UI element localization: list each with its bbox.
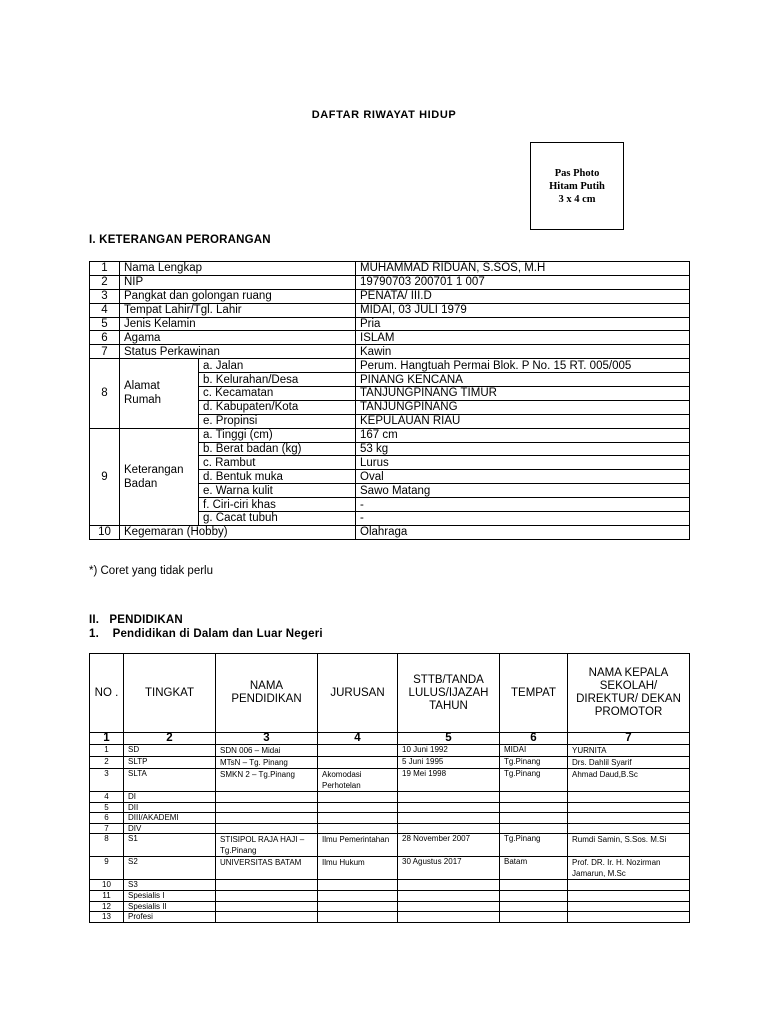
cell-no: 3 <box>90 769 124 792</box>
table-row <box>90 289 690 303</box>
cell-kepala <box>568 912 690 923</box>
table-row <box>90 428 690 442</box>
sub-label: b. Kelurahan/Desa <box>199 373 356 387</box>
row-value: TANJUNGPINANG <box>356 400 690 414</box>
table-row <box>90 813 690 824</box>
cell-tingkat: Profesi <box>124 912 216 923</box>
table-row <box>90 880 690 891</box>
cell-kepala: Ahmad Daud,B.Sc <box>568 769 690 792</box>
cell-nama: SMKN 2 – Tg.Pinang <box>216 769 318 792</box>
cell-jurusan: Akomodasi Perhotelan <box>318 769 398 792</box>
cell-tingkat: SLTA <box>124 769 216 792</box>
table-row <box>90 525 690 539</box>
row-number: 3 <box>90 289 120 303</box>
cell-nama <box>216 802 318 813</box>
cell-jurusan <box>318 792 398 803</box>
header-row <box>90 654 690 733</box>
cell-tahun <box>398 880 500 891</box>
cell-tingkat: Spesialis II <box>124 901 216 912</box>
row-value: Oval <box>356 470 690 484</box>
cell-tahun: 28 November 2007 <box>398 834 500 857</box>
cell-no: 7 <box>90 823 124 834</box>
cell-kepala <box>568 880 690 891</box>
sub-label: b. Berat badan (kg) <box>199 442 356 456</box>
row-label: Kegemaran (Hobby) <box>120 525 356 539</box>
column-number: 3 <box>216 733 318 745</box>
photo-box-line: Hitam Putih <box>549 180 605 192</box>
cell-tingkat: DIV <box>124 823 216 834</box>
table-row <box>90 912 690 923</box>
table-row <box>90 275 690 289</box>
cell-tingkat: S1 <box>124 834 216 857</box>
cell-kepala <box>568 901 690 912</box>
sub-label: a. Tinggi (cm) <box>199 428 356 442</box>
row-number: 9 <box>90 428 120 525</box>
table-row <box>90 345 690 359</box>
row-label: Agama <box>120 331 356 345</box>
row-value: Lurus <box>356 456 690 470</box>
cell-nama <box>216 890 318 901</box>
cell-jurusan <box>318 890 398 901</box>
row-label: Tempat Lahir/Tgl. Lahir <box>120 303 356 317</box>
row-label: Jenis Kelamin <box>120 317 356 331</box>
cell-tingkat: DIII/AKADEMI <box>124 813 216 824</box>
cell-kepala: Prof. DR. Ir. H. Nozirman Jamarun, M.Sc <box>568 857 690 880</box>
column-header: STTB/TANDA LULUS/IJAZAH TAHUN <box>398 654 500 733</box>
cell-tempat: MIDAI <box>500 745 568 757</box>
cell-jurusan: Ilmu Pemerintahan <box>318 834 398 857</box>
table-row <box>90 823 690 834</box>
cell-nama <box>216 792 318 803</box>
cell-tingkat: SD <box>124 745 216 757</box>
cell-tempat <box>500 901 568 912</box>
row-value: - <box>356 498 690 512</box>
table-row <box>90 857 690 880</box>
cell-jurusan <box>318 813 398 824</box>
cell-tempat <box>500 792 568 803</box>
cell-nama: UNIVERSITAS BATAM <box>216 857 318 880</box>
column-number: 5 <box>398 733 500 745</box>
cell-kepala <box>568 802 690 813</box>
cell-jurusan <box>318 901 398 912</box>
cell-kepala <box>568 890 690 901</box>
row-value: MUHAMMAD RIDUAN, S.SOS, M.H <box>356 262 690 276</box>
column-number: 4 <box>318 733 398 745</box>
table-row <box>90 834 690 857</box>
cell-nama <box>216 912 318 923</box>
cell-jurusan <box>318 802 398 813</box>
column-header: NO . <box>90 654 124 733</box>
cell-kepala <box>568 823 690 834</box>
cell-tahun: 19 Mei 1998 <box>398 769 500 792</box>
row-label: NIP <box>120 275 356 289</box>
table-row <box>90 802 690 813</box>
cell-jurusan <box>318 880 398 891</box>
cell-nama <box>216 813 318 824</box>
row-label: Status Perkawinan <box>120 345 356 359</box>
photo-box-line: 3 x 4 cm <box>558 193 596 205</box>
footnote: *) Coret yang tidak perlu <box>89 565 214 577</box>
table-row <box>90 317 690 331</box>
cell-jurusan <box>318 823 398 834</box>
column-number: 6 <box>500 733 568 745</box>
cell-tingkat: SLTP <box>124 757 216 769</box>
cell-no: 11 <box>90 890 124 901</box>
table-row <box>90 769 690 792</box>
cell-kepala: Drs. Dahlil Syarif <box>568 757 690 769</box>
sub-label: d. Kabupaten/Kota <box>199 400 356 414</box>
row-value: - <box>356 512 690 526</box>
cell-nama: SDN 006 – Midai <box>216 745 318 757</box>
row-value: Perum. Hangtuah Permai Blok. P No. 15 RT. 005/005 <box>356 359 690 373</box>
row-number: 4 <box>90 303 120 317</box>
row-value: Kawin <box>356 345 690 359</box>
sub-label: e. Propinsi <box>199 414 356 428</box>
table-row <box>90 890 690 901</box>
cell-jurusan <box>318 912 398 923</box>
group-label: Alamat Rumah <box>120 359 199 428</box>
column-number: 2 <box>124 733 216 745</box>
cell-tempat <box>500 890 568 901</box>
cell-no: 12 <box>90 901 124 912</box>
row-value: 167 cm <box>356 428 690 442</box>
row-number: 8 <box>90 359 120 428</box>
cell-tempat: Tg.Pinang <box>500 834 568 857</box>
sub-label: d. Bentuk muka <box>199 470 356 484</box>
table-row <box>90 792 690 803</box>
cell-no: 13 <box>90 912 124 923</box>
column-header: JURUSAN <box>318 654 398 733</box>
row-value: Pria <box>356 317 690 331</box>
cell-kepala <box>568 813 690 824</box>
row-label: Pangkat dan golongan ruang <box>120 289 356 303</box>
cell-tempat <box>500 802 568 813</box>
cell-nama <box>216 901 318 912</box>
row-value: TANJUNGPINANG TIMUR <box>356 387 690 401</box>
cell-kepala: Rumdi Samin, S.Sos. M.Si <box>568 834 690 857</box>
row-value: KEPULAUAN RIAU <box>356 414 690 428</box>
cell-tempat: Batam <box>500 857 568 880</box>
cell-tahun: 5 Juni 1995 <box>398 757 500 769</box>
column-header: NAMA KEPALA SEKOLAH/ DIREKTUR/ DEKAN PROMOTOR <box>568 654 690 733</box>
column-header: TEMPAT <box>500 654 568 733</box>
cell-tahun <box>398 890 500 901</box>
cell-tingkat: S3 <box>124 880 216 891</box>
cell-nama: STISIPOL RAJA HAJI – Tg.Pinang <box>216 834 318 857</box>
column-header: NAMA PENDIDIKAN <box>216 654 318 733</box>
section-subheading-education: 1. Pendidikan di Dalam dan Luar Negeri <box>89 628 323 640</box>
cell-no: 5 <box>90 802 124 813</box>
cell-tempat <box>500 823 568 834</box>
photo-box-line: Pas Photo <box>554 167 600 179</box>
row-number: 7 <box>90 345 120 359</box>
table-row <box>90 745 690 757</box>
cell-jurusan <box>318 745 398 757</box>
cell-tempat <box>500 813 568 824</box>
cell-no: 10 <box>90 880 124 891</box>
row-number: 6 <box>90 331 120 345</box>
cell-tahun <box>398 901 500 912</box>
table-row <box>90 262 690 276</box>
cell-tahun <box>398 912 500 923</box>
sub-label: e. Warna kulit <box>199 484 356 498</box>
table-row <box>90 359 690 373</box>
cell-tingkat: DI <box>124 792 216 803</box>
row-number: 1 <box>90 262 120 276</box>
cell-tempat: Tg.Pinang <box>500 769 568 792</box>
table-row <box>90 331 690 345</box>
cell-tahun <box>398 813 500 824</box>
document-title: DAFTAR RIWAYAT HIDUP <box>311 109 457 121</box>
cell-no: 9 <box>90 857 124 880</box>
row-label: Nama Lengkap <box>120 262 356 276</box>
cell-no: 4 <box>90 792 124 803</box>
personal-info-table <box>89 261 690 540</box>
sub-label: c. Rambut <box>199 456 356 470</box>
cell-tahun <box>398 823 500 834</box>
section-heading-personal-info: I. KETERANGAN PERORANGAN <box>89 234 271 246</box>
row-number: 5 <box>90 317 120 331</box>
cell-no: 6 <box>90 813 124 824</box>
row-number: 2 <box>90 275 120 289</box>
column-number: 1 <box>90 733 124 745</box>
cell-no: 2 <box>90 757 124 769</box>
sub-label: a. Jalan <box>199 359 356 373</box>
cell-no: 1 <box>90 745 124 757</box>
cell-nama <box>216 880 318 891</box>
cell-nama: MTsN – Tg. Pinang <box>216 757 318 769</box>
group-label: Keterangan Badan <box>120 428 199 525</box>
cell-tempat: Tg.Pinang <box>500 757 568 769</box>
cell-no: 8 <box>90 834 124 857</box>
cell-tingkat: DII <box>124 802 216 813</box>
education-table <box>89 653 690 923</box>
row-value: Sawo Matang <box>356 484 690 498</box>
cell-nama <box>216 823 318 834</box>
row-value: 53 kg <box>356 442 690 456</box>
row-value: MIDAI, 03 JULI 1979 <box>356 303 690 317</box>
cell-jurusan: Ilmu Hukum <box>318 857 398 880</box>
cell-tempat <box>500 912 568 923</box>
row-value: ISLAM <box>356 331 690 345</box>
row-value: 19790703 200701 1 007 <box>356 275 690 289</box>
row-value: PENATA/ III.D <box>356 289 690 303</box>
section-heading-education: II. PENDIDIKAN <box>89 614 183 626</box>
row-number: 10 <box>90 525 120 539</box>
cell-tahun: 10 Juni 1992 <box>398 745 500 757</box>
row-value: PINANG KENCANA <box>356 373 690 387</box>
sub-label: c. Kecamatan <box>199 387 356 401</box>
cell-kepala: YURNITA <box>568 745 690 757</box>
sub-label: g. Cacat tubuh <box>199 512 356 526</box>
table-row <box>90 303 690 317</box>
cell-jurusan <box>318 757 398 769</box>
cell-tempat <box>500 880 568 891</box>
sub-label: f. Ciri-ciri khas <box>199 498 356 512</box>
column-header: TINGKAT <box>124 654 216 733</box>
cell-tingkat: Spesialis I <box>124 890 216 901</box>
table-row <box>90 757 690 769</box>
photo-placeholder-box <box>530 142 624 230</box>
cell-tahun <box>398 792 500 803</box>
table-row <box>90 901 690 912</box>
row-value: Olahraga <box>356 525 690 539</box>
cell-tingkat: S2 <box>124 857 216 880</box>
column-number: 7 <box>568 733 690 745</box>
column-number-row <box>90 733 690 745</box>
cell-kepala <box>568 792 690 803</box>
cell-tahun: 30 Agustus 2017 <box>398 857 500 880</box>
cell-tahun <box>398 802 500 813</box>
